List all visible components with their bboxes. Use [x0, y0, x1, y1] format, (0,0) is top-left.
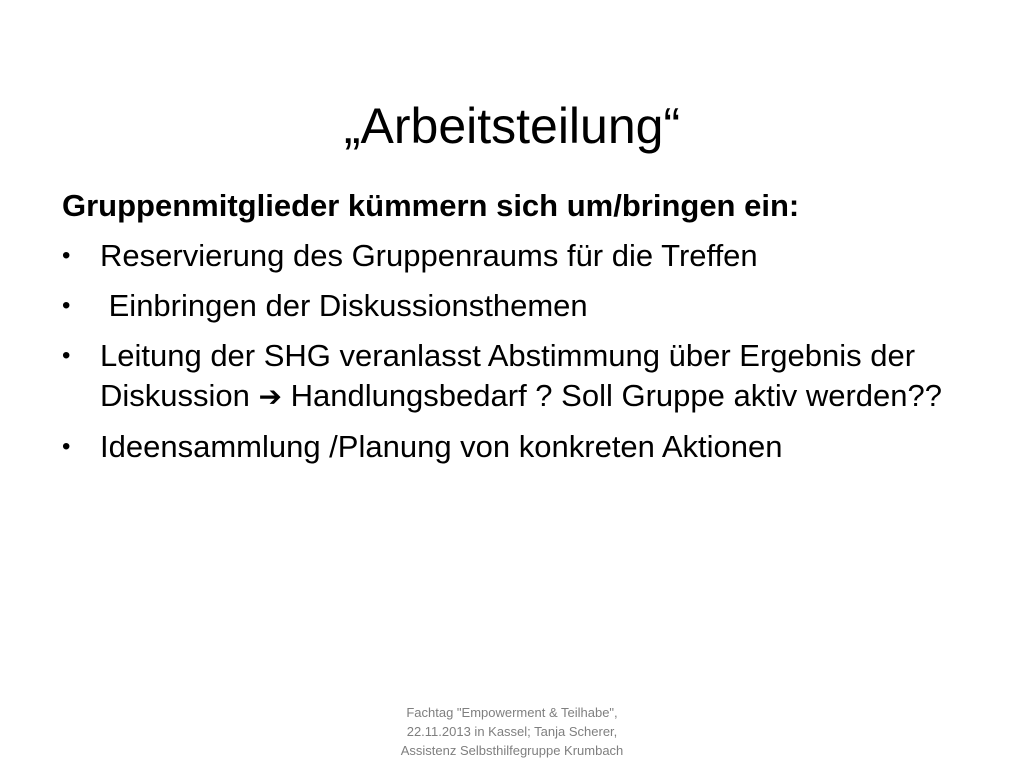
bullet-item — [62, 427, 962, 467]
bullet-icon: • — [62, 433, 71, 460]
bullet-icon: • — [62, 292, 71, 319]
bullet-text: Ideensammlung /Planung von konkreten Aktionen — [100, 429, 783, 464]
bullet-text — [100, 338, 942, 413]
bullet-text: Einbringen der Diskussionsthemen — [100, 288, 588, 323]
bullet-item — [62, 286, 962, 326]
bullet-icon: • — [62, 242, 71, 269]
slide-title: „Arbeitsteilung“ — [343, 97, 681, 154]
bullet-text-after-arrow: Handlungsbedarf ? Soll Gruppe aktiv werden?? — [281, 378, 942, 413]
arrow-right-icon: ➔ — [258, 380, 282, 413]
footer-line: 22.11.2013 in Kassel; Tanja Scherer, — [406, 724, 618, 739]
bullet-item — [62, 336, 962, 417]
footer-line: Fachtag "Empowerment & Teilhabe", — [406, 705, 618, 720]
bullet-list — [62, 236, 962, 467]
bullet-text: Reservierung des Gruppenraums für die Treffen — [100, 238, 758, 273]
bullet-item — [62, 236, 962, 276]
footer-line: Assistenz Selbsthilfegruppe Krumbach — [400, 743, 624, 758]
slide-content — [62, 186, 962, 477]
bullet-text-before-arrow: Leitung der SHG veranlasst Abstimmung über Ergebnis der Diskussion — [100, 338, 924, 413]
lead-text: Gruppenmitglieder kümmern sich um/bringen ein: — [62, 188, 800, 223]
slide-footer — [362, 703, 662, 760]
bullet-icon: • — [62, 342, 71, 369]
